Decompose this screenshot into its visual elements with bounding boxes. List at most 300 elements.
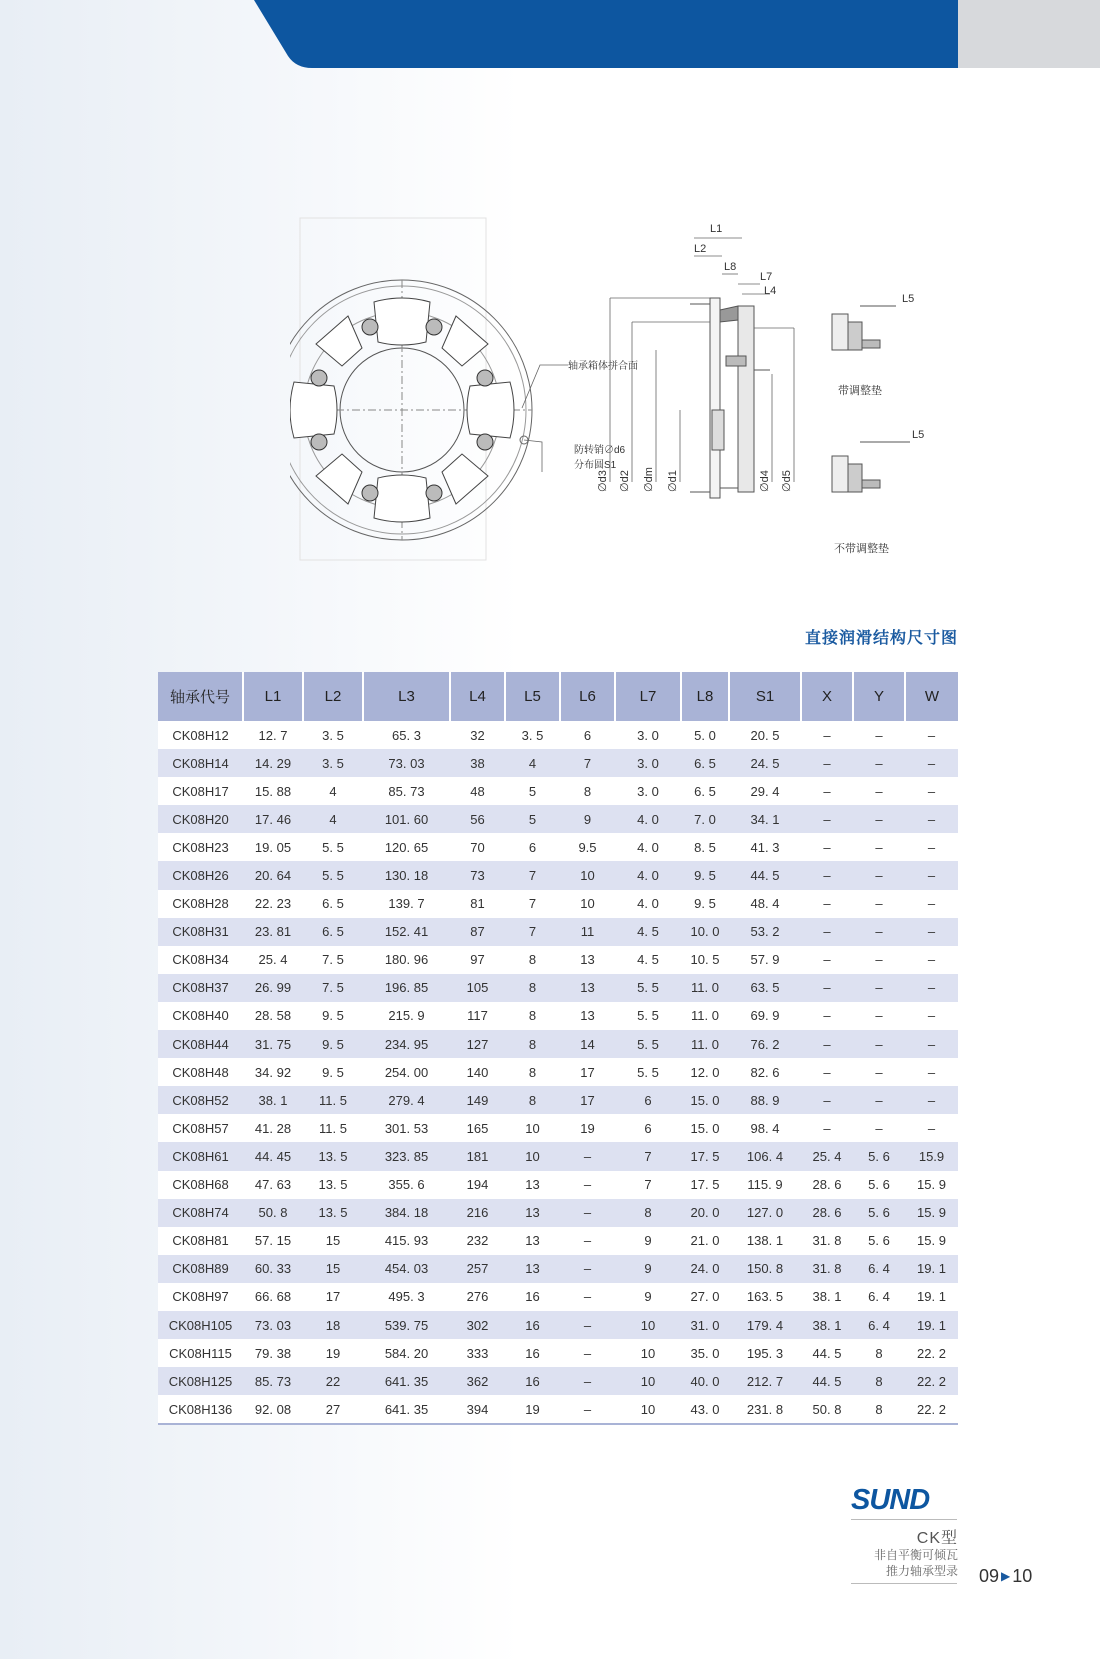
table-row	[158, 1086, 958, 1114]
table-cell: 6. 4	[853, 1283, 905, 1311]
table-cell: 6	[560, 721, 615, 749]
table-cell: –	[853, 974, 905, 1002]
bearing-code-cell: CK08H136	[158, 1395, 243, 1424]
table-cell: 17. 5	[681, 1142, 729, 1170]
table-cell: 120. 65	[363, 833, 450, 861]
table-row	[158, 1255, 958, 1283]
table-cell: 88. 9	[729, 1086, 801, 1114]
table-cell: 495. 3	[363, 1283, 450, 1311]
table-cell: 38. 1	[801, 1311, 853, 1339]
table-cell: 48	[450, 777, 505, 805]
table-cell: 10	[615, 1311, 681, 1339]
table-cell: 5. 5	[615, 1058, 681, 1086]
table-cell: 454. 03	[363, 1255, 450, 1283]
table-cell: 9. 5	[303, 1058, 363, 1086]
table-cell: 17	[303, 1283, 363, 1311]
without-shim-label: 不带调整垫	[834, 543, 889, 555]
table-cell: 15. 9	[905, 1171, 958, 1199]
bearing-code-cell: CK08H115	[158, 1339, 243, 1367]
table-cell: 31. 75	[243, 1030, 303, 1058]
table-cell: 276	[450, 1283, 505, 1311]
table-cell: 4. 0	[615, 861, 681, 889]
table-cell: –	[853, 918, 905, 946]
bearing-code-cell: CK08H28	[158, 890, 243, 918]
table-cell: 19. 05	[243, 833, 303, 861]
table-cell: 10	[505, 1114, 560, 1142]
table-cell: 22. 2	[905, 1395, 958, 1424]
table-cell: 3. 5	[505, 721, 560, 749]
table-cell: 5. 5	[615, 974, 681, 1002]
table-row	[158, 1227, 958, 1255]
table-cell: 14. 29	[243, 749, 303, 777]
table-cell: 180. 96	[363, 946, 450, 974]
table-cell: 150. 8	[729, 1255, 801, 1283]
table-cell: 26. 99	[243, 974, 303, 1002]
table-cell: 57. 9	[729, 946, 801, 974]
table-cell: 179. 4	[729, 1311, 801, 1339]
table-cell: 323. 85	[363, 1142, 450, 1170]
pin-label: 防转销∅d6	[574, 445, 626, 456]
table-cell: –	[905, 1058, 958, 1086]
bearing-code-cell: CK08H61	[158, 1142, 243, 1170]
table-cell: 13	[505, 1255, 560, 1283]
dimension-table	[158, 672, 958, 1425]
table-cell: –	[560, 1199, 615, 1227]
table-cell: 17. 46	[243, 805, 303, 833]
table-cell: 35. 0	[681, 1339, 729, 1367]
table-cell: 22. 2	[905, 1339, 958, 1367]
dim-d2: ∅d2	[619, 470, 631, 492]
table-cell: –	[853, 1114, 905, 1142]
table-cell: –	[905, 1114, 958, 1142]
table-row	[158, 721, 958, 749]
table-cell: –	[560, 1171, 615, 1199]
page-arrow-icon: ▶	[1001, 1569, 1011, 1583]
table-cell: 5. 6	[853, 1142, 905, 1170]
column-header: 轴承代号	[158, 672, 243, 721]
table-cell: 181	[450, 1142, 505, 1170]
table-cell: 65. 3	[363, 721, 450, 749]
column-header: L2	[303, 672, 363, 721]
table-cell: –	[853, 805, 905, 833]
table-cell: 87	[450, 918, 505, 946]
bearing-code-cell: CK08H26	[158, 861, 243, 889]
table-row	[158, 1142, 958, 1170]
table-cell: 4. 0	[615, 805, 681, 833]
table-cell: 16	[505, 1311, 560, 1339]
table-cell: 34. 92	[243, 1058, 303, 1086]
pin-circle-label: 分布圆S1	[574, 460, 617, 471]
column-header: L4	[450, 672, 505, 721]
table-cell: 4. 0	[615, 890, 681, 918]
logo-divider	[851, 1519, 957, 1520]
table-cell: 20. 5	[729, 721, 801, 749]
table-cell: 3. 5	[303, 749, 363, 777]
table-cell: 139. 7	[363, 890, 450, 918]
table-cell: 28. 6	[801, 1199, 853, 1227]
table-cell: 152. 41	[363, 918, 450, 946]
table-cell: 10	[560, 890, 615, 918]
logo-text: SUND	[851, 1484, 930, 1515]
table-cell: –	[905, 805, 958, 833]
table-cell: 98. 4	[729, 1114, 801, 1142]
table-cell: 355. 6	[363, 1171, 450, 1199]
table-cell: 48. 4	[729, 890, 801, 918]
blue-band	[254, 0, 958, 68]
table-cell: –	[801, 946, 853, 974]
table-row	[158, 833, 958, 861]
table-body	[158, 721, 958, 1424]
table-cell: 13. 5	[303, 1142, 363, 1170]
table-cell: 115. 9	[729, 1171, 801, 1199]
table-cell: –	[905, 749, 958, 777]
table-cell: 31. 0	[681, 1311, 729, 1339]
bearing-code-cell: CK08H12	[158, 721, 243, 749]
table-row	[158, 1114, 958, 1142]
table-cell: 34. 1	[729, 805, 801, 833]
table-cell: 82. 6	[729, 1058, 801, 1086]
table-cell: 415. 93	[363, 1227, 450, 1255]
gray-band	[958, 0, 1100, 68]
table-cell: 44. 5	[729, 861, 801, 889]
table-row	[158, 1395, 958, 1424]
table-cell: –	[801, 805, 853, 833]
table-cell: –	[853, 1002, 905, 1030]
table-cell: 9. 5	[303, 1030, 363, 1058]
table-cell: –	[801, 918, 853, 946]
table-cell: 394	[450, 1395, 505, 1424]
table-cell: 5. 6	[853, 1171, 905, 1199]
bearing-code-cell: CK08H74	[158, 1199, 243, 1227]
table-cell: 8	[505, 946, 560, 974]
table-cell: 384. 18	[363, 1199, 450, 1227]
table-row	[158, 1058, 958, 1086]
table-cell: 85. 73	[363, 777, 450, 805]
table-cell: 9	[560, 805, 615, 833]
table-cell: –	[560, 1255, 615, 1283]
table-cell: 163. 5	[729, 1283, 801, 1311]
table-cell: –	[853, 890, 905, 918]
table-cell: 60. 33	[243, 1255, 303, 1283]
table-cell: –	[801, 861, 853, 889]
table-cell: –	[905, 1086, 958, 1114]
table-cell: –	[560, 1142, 615, 1170]
bearing-code-cell: CK08H34	[158, 946, 243, 974]
table-cell: 56	[450, 805, 505, 833]
table-cell: –	[801, 890, 853, 918]
table-cell: 5. 5	[303, 861, 363, 889]
table-cell: 8	[505, 1030, 560, 1058]
table-cell: –	[853, 861, 905, 889]
column-header: L5	[505, 672, 560, 721]
table-cell: 24. 5	[729, 749, 801, 777]
table-cell: 6	[505, 833, 560, 861]
table-cell: –	[560, 1367, 615, 1395]
product-type: CK型	[916, 1530, 958, 1547]
table-cell: 31. 8	[801, 1227, 853, 1255]
table-cell: 194	[450, 1171, 505, 1199]
table-cell: 333	[450, 1339, 505, 1367]
table-cell: 73. 03	[243, 1311, 303, 1339]
table-cell: 140	[450, 1058, 505, 1086]
table-cell: 47. 63	[243, 1171, 303, 1199]
table-cell: 4	[303, 777, 363, 805]
table-cell: 149	[450, 1086, 505, 1114]
table-cell: 19	[303, 1339, 363, 1367]
table-cell: 130. 18	[363, 861, 450, 889]
table-cell: 16	[505, 1283, 560, 1311]
table-cell: 279. 4	[363, 1086, 450, 1114]
table-cell: 9	[615, 1255, 681, 1283]
table-cell: 302	[450, 1311, 505, 1339]
table-cell: 539. 75	[363, 1311, 450, 1339]
table-cell: 10	[615, 1395, 681, 1424]
table-row	[158, 1171, 958, 1199]
table-cell: 641. 35	[363, 1367, 450, 1395]
table-cell: 6	[615, 1086, 681, 1114]
table-cell: 101. 60	[363, 805, 450, 833]
table-cell: 105	[450, 974, 505, 1002]
table-cell: –	[853, 833, 905, 861]
table-cell: 11. 0	[681, 1030, 729, 1058]
table-cell: 215. 9	[363, 1002, 450, 1030]
table-cell: 5. 5	[615, 1030, 681, 1058]
table-cell: 362	[450, 1367, 505, 1395]
table-cell: –	[801, 1058, 853, 1086]
table-cell: 44. 45	[243, 1142, 303, 1170]
table-cell: 79. 38	[243, 1339, 303, 1367]
bearing-code-cell: CK08H105	[158, 1311, 243, 1339]
table-row	[158, 1311, 958, 1339]
table-cell: 6. 5	[303, 918, 363, 946]
table-cell: 8	[560, 777, 615, 805]
table-cell: 234. 95	[363, 1030, 450, 1058]
bearing-code-cell: CK08H48	[158, 1058, 243, 1086]
table-cell: 23. 81	[243, 918, 303, 946]
sund-logo	[851, 1483, 957, 1515]
with-shim-label: 带调整垫	[838, 385, 882, 397]
table-cell: 127. 0	[729, 1199, 801, 1227]
table-cell: 4	[303, 805, 363, 833]
table-cell: 81	[450, 890, 505, 918]
table-cell: 17	[560, 1086, 615, 1114]
table-cell: –	[905, 974, 958, 1002]
table-cell: 50. 8	[801, 1395, 853, 1424]
table-cell: 20. 0	[681, 1199, 729, 1227]
table-cell: 50. 8	[243, 1199, 303, 1227]
table-cell: 5. 6	[853, 1227, 905, 1255]
table-cell: 28. 6	[801, 1171, 853, 1199]
table-cell: –	[853, 1086, 905, 1114]
column-header: L7	[615, 672, 681, 721]
table-row	[158, 861, 958, 889]
table-cell: –	[560, 1339, 615, 1367]
table-cell: 13	[505, 1227, 560, 1255]
table-cell: 15. 0	[681, 1086, 729, 1114]
table-cell: 32	[450, 721, 505, 749]
table-cell: 17	[560, 1058, 615, 1086]
table-cell: 10	[615, 1367, 681, 1395]
dim-d4: ∅d4	[759, 470, 771, 492]
table-cell: 8	[853, 1367, 905, 1395]
dim-L8: L8	[724, 261, 737, 273]
table-cell: –	[560, 1283, 615, 1311]
table-cell: 44. 5	[801, 1367, 853, 1395]
table-cell: 13. 5	[303, 1171, 363, 1199]
table-cell: –	[801, 833, 853, 861]
table-cell: 20. 64	[243, 861, 303, 889]
table-cell: 15. 88	[243, 777, 303, 805]
table-cell: –	[560, 1395, 615, 1424]
dim-d5: ∅d5	[781, 470, 793, 492]
table-row	[158, 1339, 958, 1367]
table-cell: 8. 5	[681, 833, 729, 861]
table-cell: 63. 5	[729, 974, 801, 1002]
table-cell: –	[801, 1086, 853, 1114]
table-cell: 25. 4	[243, 946, 303, 974]
table-cell: –	[801, 1002, 853, 1030]
table-cell: 7	[615, 1171, 681, 1199]
table-cell: 97	[450, 946, 505, 974]
table-row	[158, 1199, 958, 1227]
table-cell: 11. 5	[303, 1086, 363, 1114]
table-cell: 7	[505, 890, 560, 918]
table-cell: 40. 0	[681, 1367, 729, 1395]
table-cell: 18	[303, 1311, 363, 1339]
table-cell: 8	[853, 1339, 905, 1367]
table-cell: 10	[560, 861, 615, 889]
table-cell: 15. 0	[681, 1114, 729, 1142]
table-cell: 53. 2	[729, 918, 801, 946]
table-cell: 9	[615, 1227, 681, 1255]
table-cell: 19. 1	[905, 1255, 958, 1283]
table-cell: 13	[505, 1171, 560, 1199]
table-cell: 11. 0	[681, 974, 729, 1002]
table-cell: 257	[450, 1255, 505, 1283]
table-cell: 5	[505, 805, 560, 833]
table-row	[158, 918, 958, 946]
split-face-label: 轴承箱体拼合面	[568, 361, 638, 372]
table-cell: 13	[560, 1002, 615, 1030]
table-cell: 3. 0	[615, 777, 681, 805]
table-cell: 13	[560, 974, 615, 1002]
table-cell: 15. 9	[905, 1199, 958, 1227]
table-cell: 11. 5	[303, 1114, 363, 1142]
table-row	[158, 805, 958, 833]
table-cell: 4. 5	[615, 946, 681, 974]
table-cell: 5	[505, 777, 560, 805]
table-cell: 73	[450, 861, 505, 889]
detail-L5-top: L5	[902, 293, 915, 305]
table-cell: 106. 4	[729, 1142, 801, 1170]
table-cell: –	[853, 1030, 905, 1058]
table-cell: 7	[615, 1142, 681, 1170]
table-cell: –	[905, 861, 958, 889]
table-cell: –	[905, 918, 958, 946]
table-cell: 25. 4	[801, 1142, 853, 1170]
table-cell: 41. 28	[243, 1114, 303, 1142]
column-header: L8	[681, 672, 729, 721]
table-cell: 19. 1	[905, 1311, 958, 1339]
column-header: W	[905, 672, 958, 721]
page-right: 10	[1012, 1566, 1033, 1586]
dim-d1: ∅d1	[667, 470, 679, 492]
dim-L2: L2	[694, 243, 707, 255]
dim-L7: L7	[760, 271, 773, 283]
table-cell: –	[905, 1030, 958, 1058]
column-header: L3	[363, 672, 450, 721]
table-cell: 8	[505, 1058, 560, 1086]
page-number	[979, 1566, 1032, 1587]
table-cell: 44. 5	[801, 1339, 853, 1367]
table-cell: 7. 5	[303, 946, 363, 974]
column-header: Y	[853, 672, 905, 721]
drawing-caption: 直接润滑结构尺寸图	[804, 630, 958, 647]
table-row	[158, 1367, 958, 1395]
table-cell: 4. 0	[615, 833, 681, 861]
table-cell: 57. 15	[243, 1227, 303, 1255]
table-row	[158, 946, 958, 974]
product-subtitle-1: 非自平衡可倾瓦	[873, 1548, 958, 1562]
table-cell: 21. 0	[681, 1227, 729, 1255]
table-cell: –	[560, 1227, 615, 1255]
table-cell: 13	[560, 946, 615, 974]
bearing-code-cell: CK08H44	[158, 1030, 243, 1058]
bearing-code-cell: CK08H97	[158, 1283, 243, 1311]
table-cell: 22. 23	[243, 890, 303, 918]
table-cell: 69. 9	[729, 1002, 801, 1030]
column-header: L6	[560, 672, 615, 721]
table-cell: 38. 1	[243, 1086, 303, 1114]
table-cell: –	[905, 890, 958, 918]
table-cell: 7	[505, 918, 560, 946]
dim-d3: ∅d3	[597, 470, 609, 492]
bearing-code-cell: CK08H57	[158, 1114, 243, 1142]
table-cell: 27. 0	[681, 1283, 729, 1311]
bearing-code-cell: CK08H14	[158, 749, 243, 777]
table-cell: 38	[450, 749, 505, 777]
bearing-code-cell: CK08H31	[158, 918, 243, 946]
table-cell: 301. 53	[363, 1114, 450, 1142]
table-cell: –	[905, 946, 958, 974]
table-cell: 231. 8	[729, 1395, 801, 1424]
table-cell: –	[853, 946, 905, 974]
table-cell: 10. 0	[681, 918, 729, 946]
table-cell: 165	[450, 1114, 505, 1142]
table-cell: –	[801, 974, 853, 1002]
table-cell: –	[905, 1002, 958, 1030]
bearing-code-cell: CK08H20	[158, 805, 243, 833]
table-cell: 70	[450, 833, 505, 861]
table-cell: 3. 0	[615, 749, 681, 777]
table-cell: 232	[450, 1227, 505, 1255]
table-cell: 16	[505, 1367, 560, 1395]
table-cell: 12. 0	[681, 1058, 729, 1086]
table-cell: 584. 20	[363, 1339, 450, 1367]
table-cell: 19	[560, 1114, 615, 1142]
detail-with-shim	[832, 306, 896, 350]
table-cell: –	[905, 721, 958, 749]
table-cell: 7	[505, 861, 560, 889]
table-cell: 212. 7	[729, 1367, 801, 1395]
table-row	[158, 749, 958, 777]
top-banner	[0, 0, 1100, 70]
table-cell: 22. 2	[905, 1367, 958, 1395]
footer-divider	[851, 1583, 957, 1584]
table-row	[158, 777, 958, 805]
table-cell: 12. 7	[243, 721, 303, 749]
table-cell: 11	[560, 918, 615, 946]
